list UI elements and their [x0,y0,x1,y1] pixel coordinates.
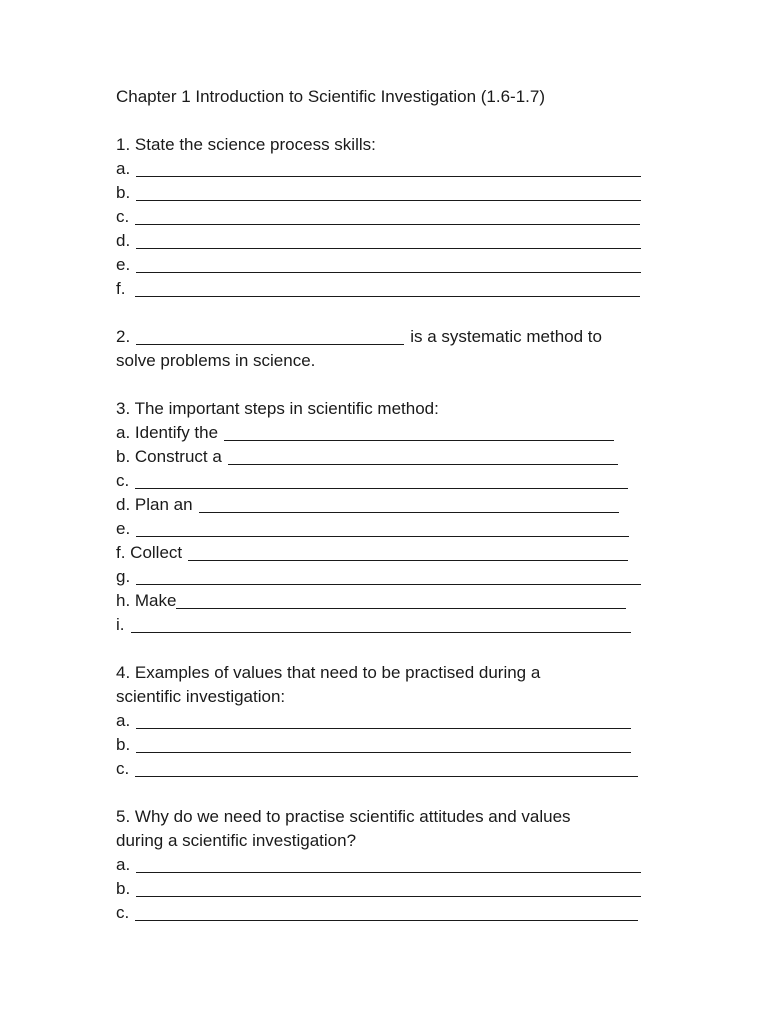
answer-label: g. [116,567,131,586]
question-2-number: 2. [116,327,131,346]
question-3-prompt: 3. The important steps in scientific method: [116,399,439,418]
answer-label: c. [116,903,130,922]
answer-line-q5-b[interactable] [116,877,646,901]
answer-blank[interactable] [136,328,404,345]
answer-label: b. Construct a [116,447,222,466]
answer-line-q3-e[interactable] [116,517,646,541]
answer-label: e. [116,255,131,274]
answer-line-q1-b[interactable] [116,181,646,205]
answer-line-q5-a[interactable] [116,853,646,877]
answer-line-q1-a[interactable] [116,157,646,181]
answer-line-q1-f[interactable] [116,277,646,301]
answer-blank[interactable] [136,856,641,873]
answer-line-q4-a[interactable] [116,709,646,733]
page-title: Chapter 1 Introduction to Scientific Investigation (1.6-1.7) [116,87,546,106]
answer-label: a. [116,711,131,730]
answer-line-q5-c[interactable] [116,901,646,925]
answer-blank[interactable] [136,736,631,753]
question-4-prompt: 4. Examples of values that need to be practised during a [116,663,541,682]
answer-blank[interactable] [136,184,641,201]
answer-blank[interactable] [136,232,641,249]
answer-line-q1-c[interactable] [116,205,646,229]
answer-blank[interactable] [188,544,628,561]
answer-line-q3-f[interactable] [116,541,646,565]
answer-label: c. [116,471,130,490]
answer-label: f. Collect [116,543,183,562]
answer-blank[interactable] [135,760,638,777]
answer-label: h. Make [116,591,177,610]
question-2-line [116,325,646,349]
answer-line-q1-d[interactable] [116,229,646,253]
worksheet [116,85,646,925]
answer-line-q4-c[interactable] [116,757,646,781]
answer-blank[interactable] [199,496,619,513]
answer-line-q3-a[interactable] [116,421,646,445]
question-2-text-line2: solve problems in science. [116,351,316,370]
answer-blank[interactable] [136,568,641,585]
answer-label: b. [116,735,131,754]
answer-line-q4-b[interactable] [116,733,646,757]
answer-label: i. [116,615,125,634]
answer-blank[interactable] [136,712,631,729]
answer-line-q3-h[interactable] [116,589,646,613]
answer-blank[interactable] [176,592,626,609]
answer-label: a. Identify the [116,423,219,442]
answer-line-q3-c[interactable] [116,469,646,493]
answer-label: b. [116,183,131,202]
answer-label: a. [116,159,131,178]
answer-label: a. [116,855,131,874]
question-5-prompt-line2: during a scientific investigation? [116,831,357,850]
answer-label: b. [116,879,131,898]
answer-blank[interactable] [224,424,614,441]
answer-line-q3-d[interactable] [116,493,646,517]
answer-blank[interactable] [135,904,638,921]
answer-blank[interactable] [131,616,631,633]
answer-line-q3-i[interactable] [116,613,646,637]
answer-label: c. [116,759,130,778]
answer-blank[interactable] [136,880,641,897]
answer-blank[interactable] [136,520,629,537]
answer-label: d. [116,231,131,250]
answer-line-q3-g[interactable] [116,565,646,589]
answer-blank[interactable] [136,160,641,177]
answer-label: e. [116,519,131,538]
answer-blank[interactable] [135,208,640,225]
question-1-prompt: 1. State the science process skills: [116,135,376,154]
answer-blank[interactable] [135,280,640,297]
answer-blank[interactable] [135,472,628,489]
answer-line-q3-b[interactable] [116,445,646,469]
question-4-prompt-line2: scientific investigation: [116,687,286,706]
answer-label: f. [116,279,126,298]
answer-line-q1-e[interactable] [116,253,646,277]
answer-label: c. [116,207,130,226]
answer-blank[interactable] [228,448,618,465]
question-5-prompt: 5. Why do we need to practise scientific attitudes and values [116,807,571,826]
question-2-text: is a systematic method to [410,327,602,346]
answer-label: d. Plan an [116,495,193,514]
answer-blank[interactable] [136,256,641,273]
